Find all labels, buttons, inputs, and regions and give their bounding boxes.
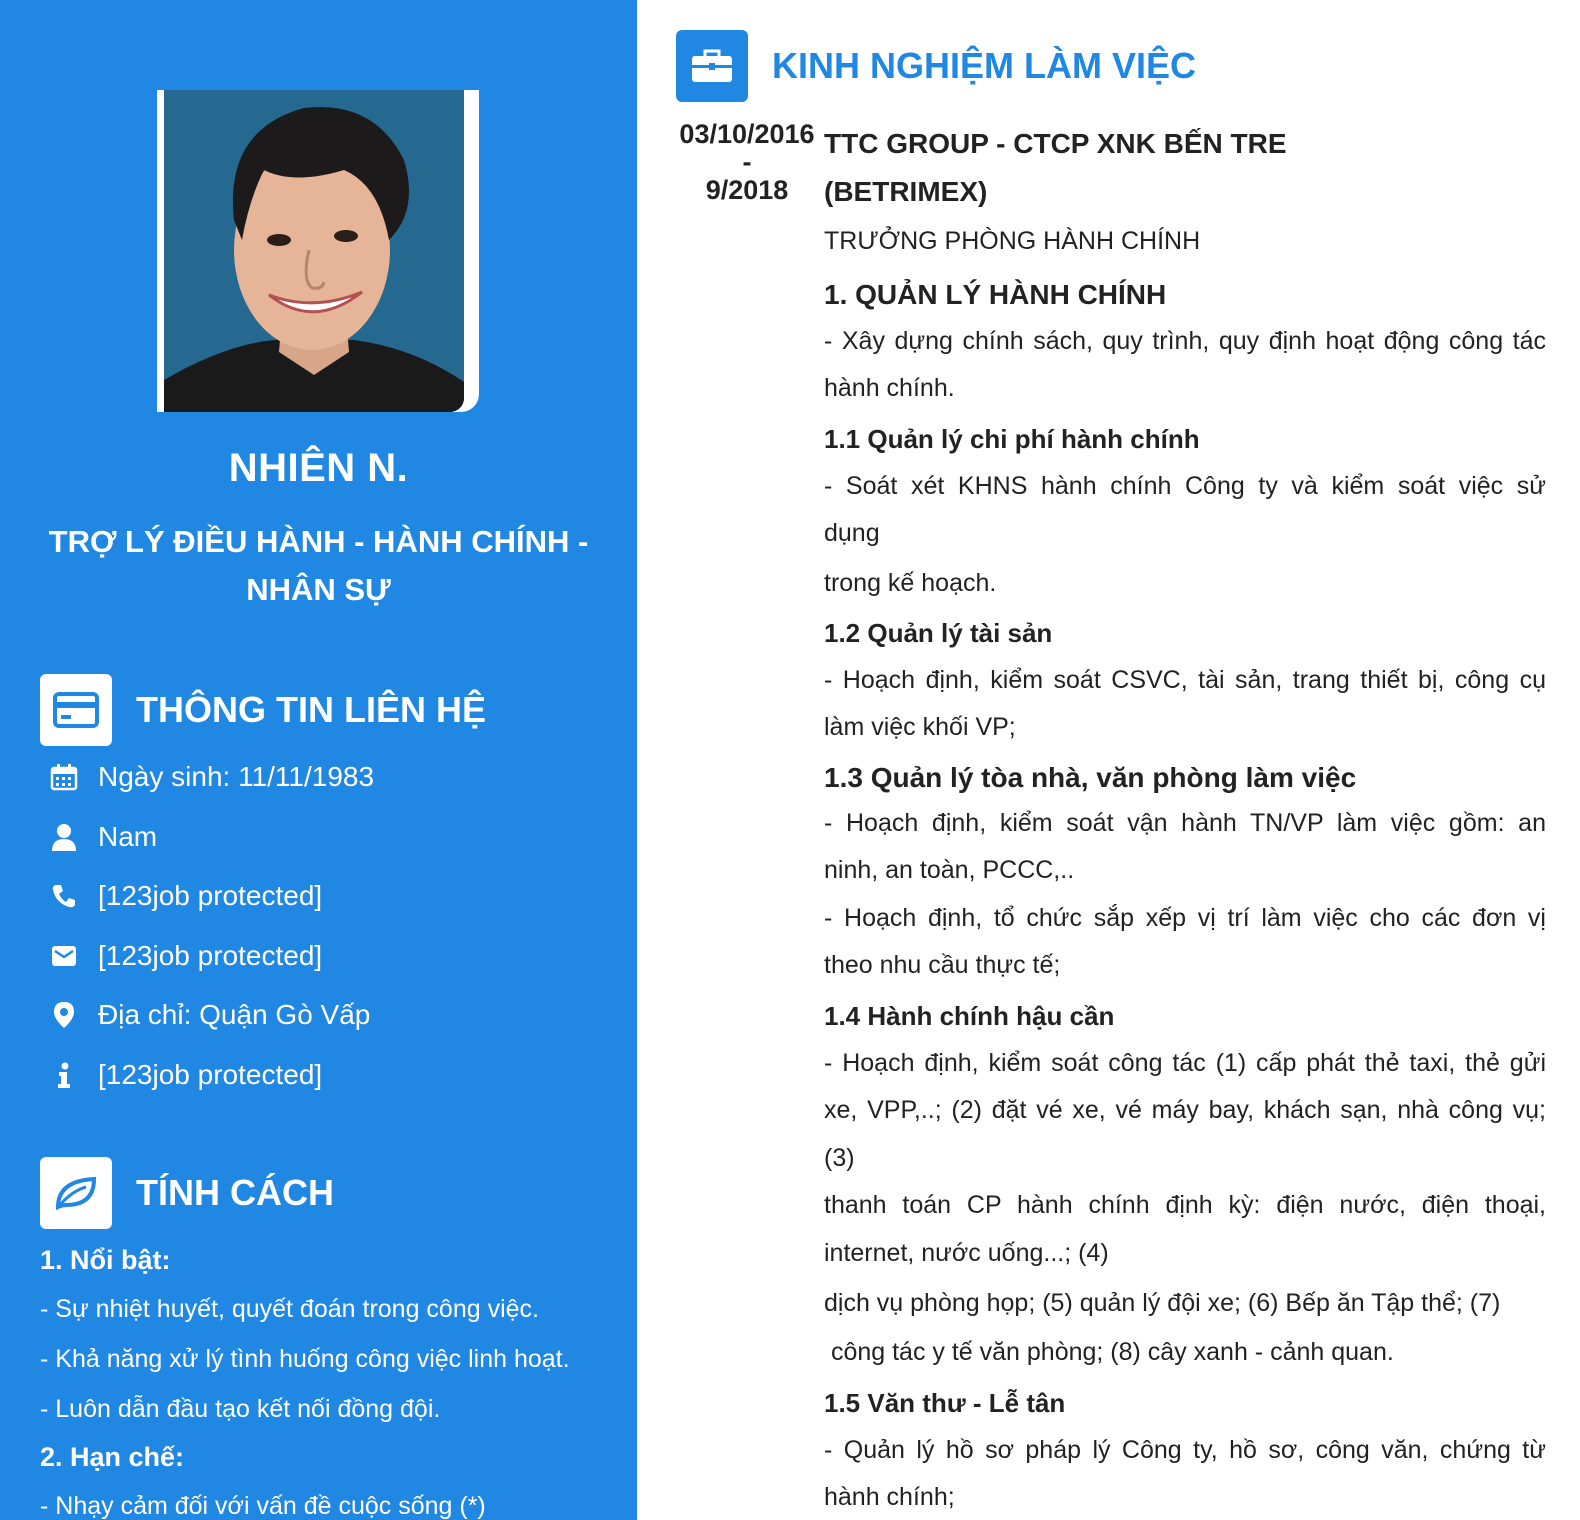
map-pin-icon [48,999,80,1031]
duty-line: dụng [824,519,880,547]
contact-gender [48,821,157,853]
sidebar [0,0,637,1520]
duty-line: internet, nước uống...; (4) [824,1239,1109,1267]
personality-heading: 2. Hạn chế: [40,1442,185,1472]
personality-section-title: TÍNH CÁCH [136,1172,334,1213]
experience-section-header [676,30,1196,102]
user-icon [48,821,80,853]
contact-address [48,999,370,1031]
gender-text: Nam [98,821,158,852]
calendar-icon [48,761,80,793]
duty-line: công tác y tế văn phòng; (8) cây xanh - cảnh quan. [824,1338,1394,1366]
job-date-range [676,120,818,204]
duty-line: thanh toán CP hành chính định kỳ: điện nước, điện thoại, [824,1191,1546,1219]
contact-birthdate [48,761,374,793]
contact-section-title: THÔNG TIN LIÊN HỆ [136,689,486,730]
phone-text: [123job protected] [98,880,323,911]
email-text: [123job protected] [98,940,323,971]
company-name-line: TTC GROUP - CTCP XNK BẾN TRE [824,128,1287,159]
id-card-icon [40,674,112,746]
duty-line: theo nhu cầu thực tế; [824,951,1061,979]
contact-phone [48,880,322,912]
personality-heading: 1. Nổi bật: [40,1245,171,1275]
personality-line: - Khả năng xử lý tình huống công việc linh hoạt. [40,1345,570,1373]
job-date-separator: - [742,147,752,177]
duty-subheading: 1.5 Văn thư - Lễ tân [824,1388,1066,1418]
duty-line: - Xây dựng chính sách, quy trình, quy định hoạt động công tác [824,327,1546,355]
duty-line: (3) [824,1144,855,1172]
duty-line: - Quản lý hồ sơ pháp lý Công ty, hồ sơ, công văn, chứng từ [824,1436,1546,1464]
personality-line: - Sự nhiệt huyết, quyết đoán trong công việc. [40,1295,539,1323]
phone-icon [48,880,80,912]
address-text: Địa chỉ: Quận Gò Vấp [98,999,371,1030]
candidate-job-title: TRỢ LÝ ĐIỀU HÀNH - HÀNH CHÍNH - NHÂN SỰ [48,524,589,607]
job-company [824,120,1344,216]
personality-line: - Luôn dẫn đầu tạo kết nối đồng đội. [40,1395,441,1423]
contact-section-header [40,674,486,746]
duty-line: ninh, an toàn, PCCC,.. [824,856,1075,884]
briefcase-icon [676,30,748,102]
job-date-start: 03/10/2016 [679,119,815,149]
personality-section-header [40,1157,334,1229]
job-date-end: 9/2018 [705,175,789,205]
contact-email [48,940,322,972]
duty-subheading: 1.2 Quản lý tài sản [824,618,1053,648]
duty-subheading: 1.3 Quản lý tòa nhà, văn phòng làm việc [824,762,1357,793]
duty-line: - Soát xét KHNS hành chính Công ty và kiểm soát việc sử [824,472,1546,500]
leaf-icon [40,1157,112,1229]
duty-heading: 1. QUẢN LÝ HÀNH CHÍNH [824,279,1167,310]
job-position: TRƯỞNG PHÒNG HÀNH CHÍNH [824,227,1201,255]
duty-subheading: 1.4 Hành chính hậu cần [824,1001,1115,1031]
candidate-name: NHIÊN N. [228,446,409,490]
birthdate-text: Ngày sinh: 11/11/1983 [98,761,375,792]
avatar-frame [157,90,479,412]
envelope-icon [48,940,80,972]
duty-line: dịch vụ phòng họp; (5) quản lý đội xe; (6) Bếp ăn Tập thể; (7) [824,1289,1501,1317]
avatar [164,90,464,412]
info-icon [48,1059,80,1091]
duty-line: xe, VPP,..; (2) đặt vé xe, vé máy bay, khách sạn, nhà công vụ; [824,1096,1546,1124]
contact-extra [48,1059,322,1091]
duty-line: - Hoạch định, kiểm soát vận hành TN/VP làm việc gồm: an [824,809,1546,837]
duty-line: trong kế hoạch. [824,569,997,597]
duty-line: - Hoạch định, kiểm soát CSVC, tài sản, trang thiết bị, công cụ [824,666,1546,694]
duty-subheading: 1.1 Quản lý chi phí hành chính [824,424,1200,454]
duty-line: làm việc khối VP; [824,713,1016,741]
experience-section-title: KINH NGHIỆM LÀM VIỆC [772,45,1197,86]
duty-line: hành chính; [824,1483,955,1511]
personality-line: - Nhạy cảm đối với vấn đề cuộc sống (*) [40,1492,486,1520]
extra-text: [123job protected] [98,1059,323,1090]
duty-line: - Hoạch định, tổ chức sắp xếp vị trí làm việc cho các đơn vị [824,904,1546,932]
duty-line: hành chính. [824,374,955,402]
duty-line: - Hoạch định, kiểm soát công tác (1) cấp phát thẻ taxi, thẻ gửi [824,1049,1546,1077]
company-name-line: (BETRIMEX) [824,176,988,207]
